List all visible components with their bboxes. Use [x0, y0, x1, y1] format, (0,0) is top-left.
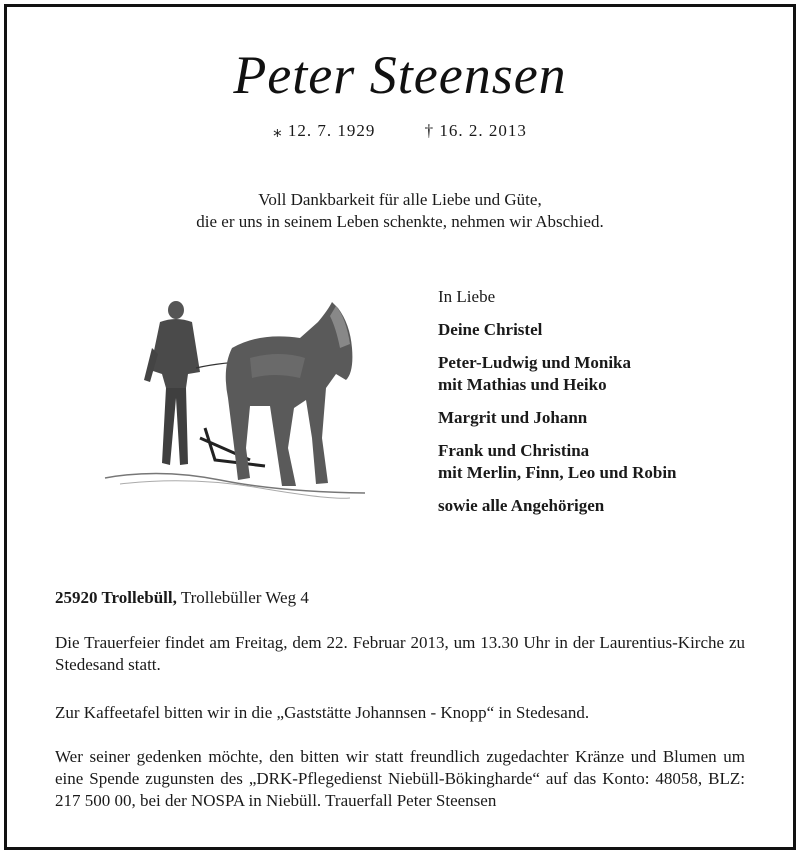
- address-street: Trollebüller Weg 4: [180, 588, 309, 607]
- mourner-entry: Peter-Ludwig und Monika mit Mathias und Heiko: [438, 353, 632, 394]
- farewell-text: [0, 189, 800, 233]
- mourner-entry: Deine Christel: [438, 320, 543, 339]
- life-dates: [0, 121, 800, 141]
- mourner-entry: Frank und Christina mit Merlin, Finn, Leo und Robin: [438, 441, 677, 482]
- address-postcode-town: 25920 Trollebüll,: [55, 588, 177, 607]
- coffee-info: Zur Kaffeetafel bitten wir in die „Gaststätte Johannsen - Knopp“ in Stedesand.: [55, 703, 590, 722]
- mourner-entry: Margrit und Johann: [438, 408, 588, 427]
- mourners-list: [438, 286, 768, 528]
- address: [55, 588, 309, 608]
- birth-date: ⁎ 12. 7. 1929: [273, 121, 376, 140]
- farewell-line-2: die er uns in seinem Leben schenkte, nehmen wir Abschied.: [196, 212, 604, 231]
- mourner-entry: sowie alle Angehörigen: [438, 496, 605, 515]
- farmer-with-horse-and-plough-illustration: [100, 288, 370, 508]
- funeral-info: Die Trauerfeier findet am Freitag, dem 22. Februar 2013, um 13.30 Uhr in der Laurentius-Kirche zu Stedesand statt.: [55, 633, 745, 674]
- death-date: † 16. 2. 2013: [424, 121, 527, 140]
- deceased-name: Peter Steensen: [233, 45, 567, 105]
- farewell-line-1: Voll Dankbarkeit für alle Liebe und Güte,: [258, 190, 542, 209]
- donation-info: Wer seiner gedenken möchte, den bitten wir statt freundlich zugedachter Kränze und Blumen um eine Spende zugunsten des „DRK-Pflegedienst Niebüll-Bökingharde“ auf das Konto: 48058, BLZ: 217 500 00, bei der NOSPA in Niebüll. Trauerfall Peter Steensen: [55, 747, 745, 810]
- mourners-lead: In Liebe: [438, 287, 496, 306]
